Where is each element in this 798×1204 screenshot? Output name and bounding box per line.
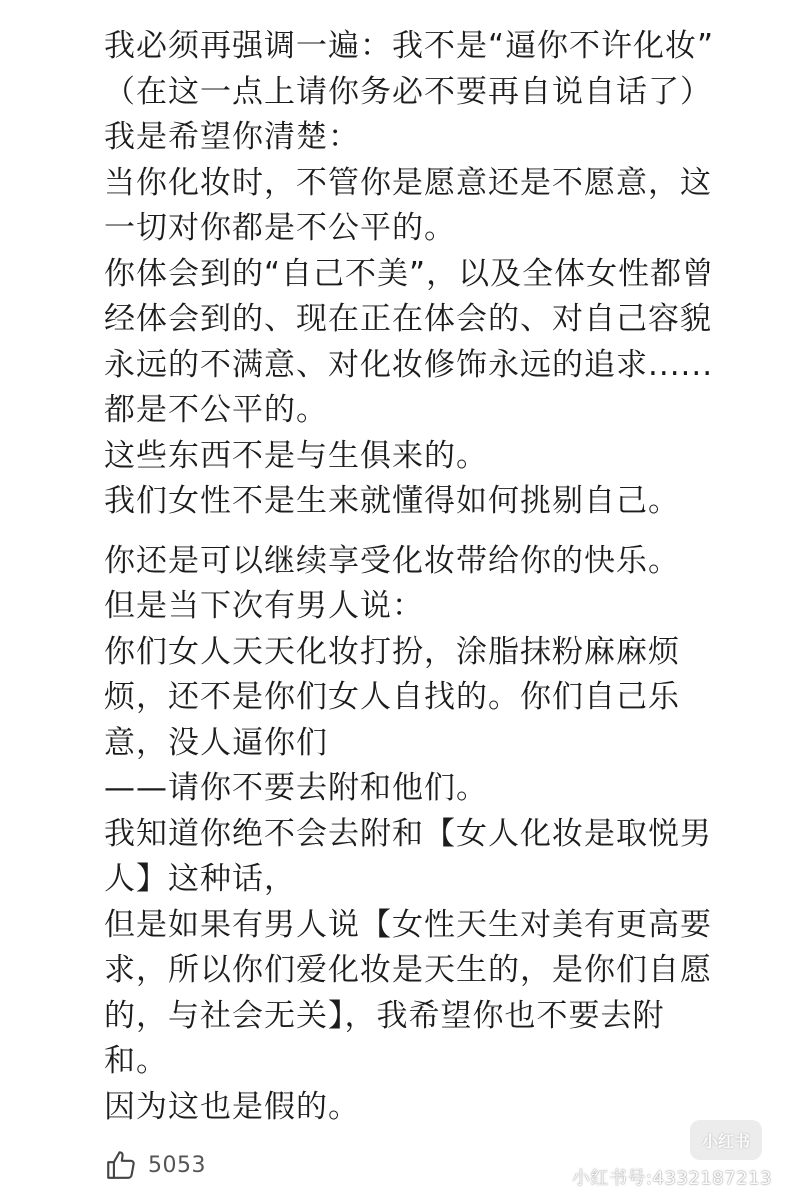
- text-line: 你体会到的“自己不美”，以及全体女性都曾: [104, 255, 715, 292]
- paragraph-spacer: [104, 525, 754, 539]
- text-line: 你们女人天天化妆打扮，涂脂抹粉麻麻烦: [104, 633, 680, 670]
- like-count: 5053: [148, 1152, 206, 1178]
- text-line: ——请你不要去附和他们。: [104, 770, 488, 806]
- text-line: 烦，还不是你们女人自找的。你们自己乐: [104, 679, 680, 715]
- thumbs-up-icon[interactable]: [104, 1148, 138, 1182]
- text-line: 经体会到的、现在正在体会的、对自己容貌: [104, 301, 712, 337]
- text-line: 求，所以你们爱化妆是天生的，是你们自愿: [104, 952, 712, 988]
- text-line: 人】这种话，: [104, 861, 296, 897]
- text-line: 我们女性不是生来就懂得如何挑剔自己。: [104, 483, 680, 519]
- text-line: 都是不公平的。: [104, 392, 328, 428]
- text-line: 我必须再强调一遍：我不是“逼你不许化妆”: [104, 28, 715, 64]
- text-line: 一切对你都是不公平的。: [104, 210, 456, 246]
- paragraph-1: [104, 24, 754, 525]
- text-line: 因为这也是假的。: [104, 1088, 360, 1125]
- text-line: 你还是可以继续享受化妆带给你的快乐。: [104, 542, 680, 579]
- text-line: 这些东西不是与生俱来的。: [104, 437, 488, 474]
- watermark-id: 小红书号:4332187213: [571, 1168, 772, 1189]
- text-line: （在这一点上请你务必不要再自说自话了）: [104, 73, 712, 110]
- text-line: 意，没人逼你们: [104, 724, 328, 761]
- text-line: 和。: [104, 1043, 168, 1079]
- paragraph-2: [104, 539, 754, 1131]
- text-line: 但是当下次有男人说：: [104, 588, 424, 624]
- text-line: 当你化妆时，不管你是愿意还是不愿意，这: [104, 164, 712, 201]
- text-line: 我是希望你清楚：: [104, 119, 360, 155]
- watermark-logo: 小红书: [690, 1120, 762, 1160]
- text-line: 的，与社会无关】，我希望你也不要去附: [104, 997, 665, 1034]
- post-body: [104, 24, 754, 1130]
- text-line: 我知道你绝不会去附和【女人化妆是取悦男: [104, 815, 712, 852]
- text-line: 永远的不满意、对化妆修饰永远的追求......: [104, 346, 714, 383]
- like-bar: [104, 1148, 206, 1182]
- watermark: [522, 1120, 772, 1190]
- text-line: 但是如果有男人说【女性天生对美有更高要: [104, 906, 712, 943]
